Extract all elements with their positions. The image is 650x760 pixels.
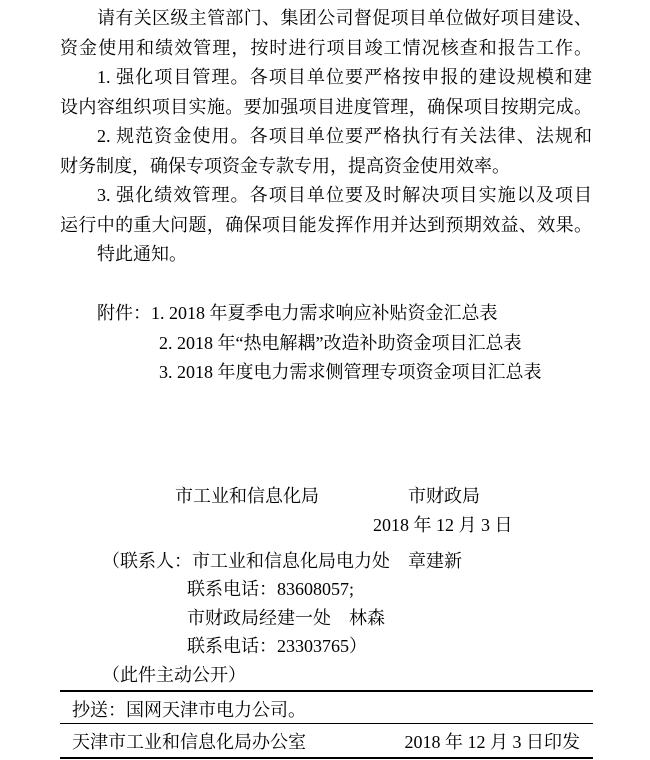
spacer [60, 270, 592, 300]
contact-phone-line: 联系电话：83608057; [187, 579, 355, 599]
cc-line: 抄送：国网天津市电力公司。 [72, 700, 306, 720]
attachment-line: 3. 2018 年度电力需求侧管理专项资金项目汇总表 [159, 362, 542, 382]
body-line: 资金使用和绩效管理，按时进行项目竣工情况核查和报告工作。 [60, 37, 592, 58]
footer-rule-top [60, 690, 593, 692]
contact-person-line: 市财政局经建一处 林森 [187, 607, 385, 628]
contact-person-line: （联系人：市工业和信息化局电力处 章建新 [102, 550, 462, 571]
signature-date: 2018 年 12 月 3 日 [373, 515, 513, 535]
body-line: 运行中的重大问题，确保项目能发挥作用并达到预期效益、效果。 [60, 214, 592, 235]
body-line: 设内容组织项目实施。要加强项目进度管理，确保项目按期完成。 [60, 96, 592, 117]
issuing-office: 天津市工业和信息化局办公室 [72, 732, 306, 752]
closing-phrase: 特此通知。 [97, 244, 187, 264]
signature-agencies [60, 482, 592, 512]
print-date: 2018 年 12 月 3 日印发 [404, 732, 580, 752]
disclosure-note: （此件主动公开） [102, 664, 246, 685]
footer-rule-middle [60, 723, 593, 724]
body-line: 财务制度，确保专项资金专款专用，提高资金使用效率。 [60, 155, 510, 176]
body-line: 3. 强化绩效管理。各项目单位要及时解决项目实施以及项目 [97, 185, 592, 205]
body-line: 请有关区级主管部门、集团公司督促项目单位做好项目建设、 [97, 8, 592, 28]
body-line: 1. 强化项目管理。各项目单位要严格按申报的建设规模和建 [97, 67, 592, 87]
signing-agency-left: 市工业和信息化局 [175, 485, 319, 506]
attachment-line: 附件：1. 2018 年夏季电力需求响应补贴资金汇总表 [97, 303, 498, 323]
footer-rule-bottom [60, 757, 593, 759]
document-body [60, 4, 592, 689]
contact-phone-line: 联系电话：23303765） [187, 636, 367, 656]
print-line [72, 728, 580, 756]
body-line: 2. 规范资金使用。各项目单位要严格执行有关法律、法规和 [97, 126, 592, 146]
attachment-line: 2. 2018 年“热电解耦”改造补助资金项目汇总表 [159, 332, 522, 353]
signing-agency-right: 市财政局 [408, 485, 480, 506]
